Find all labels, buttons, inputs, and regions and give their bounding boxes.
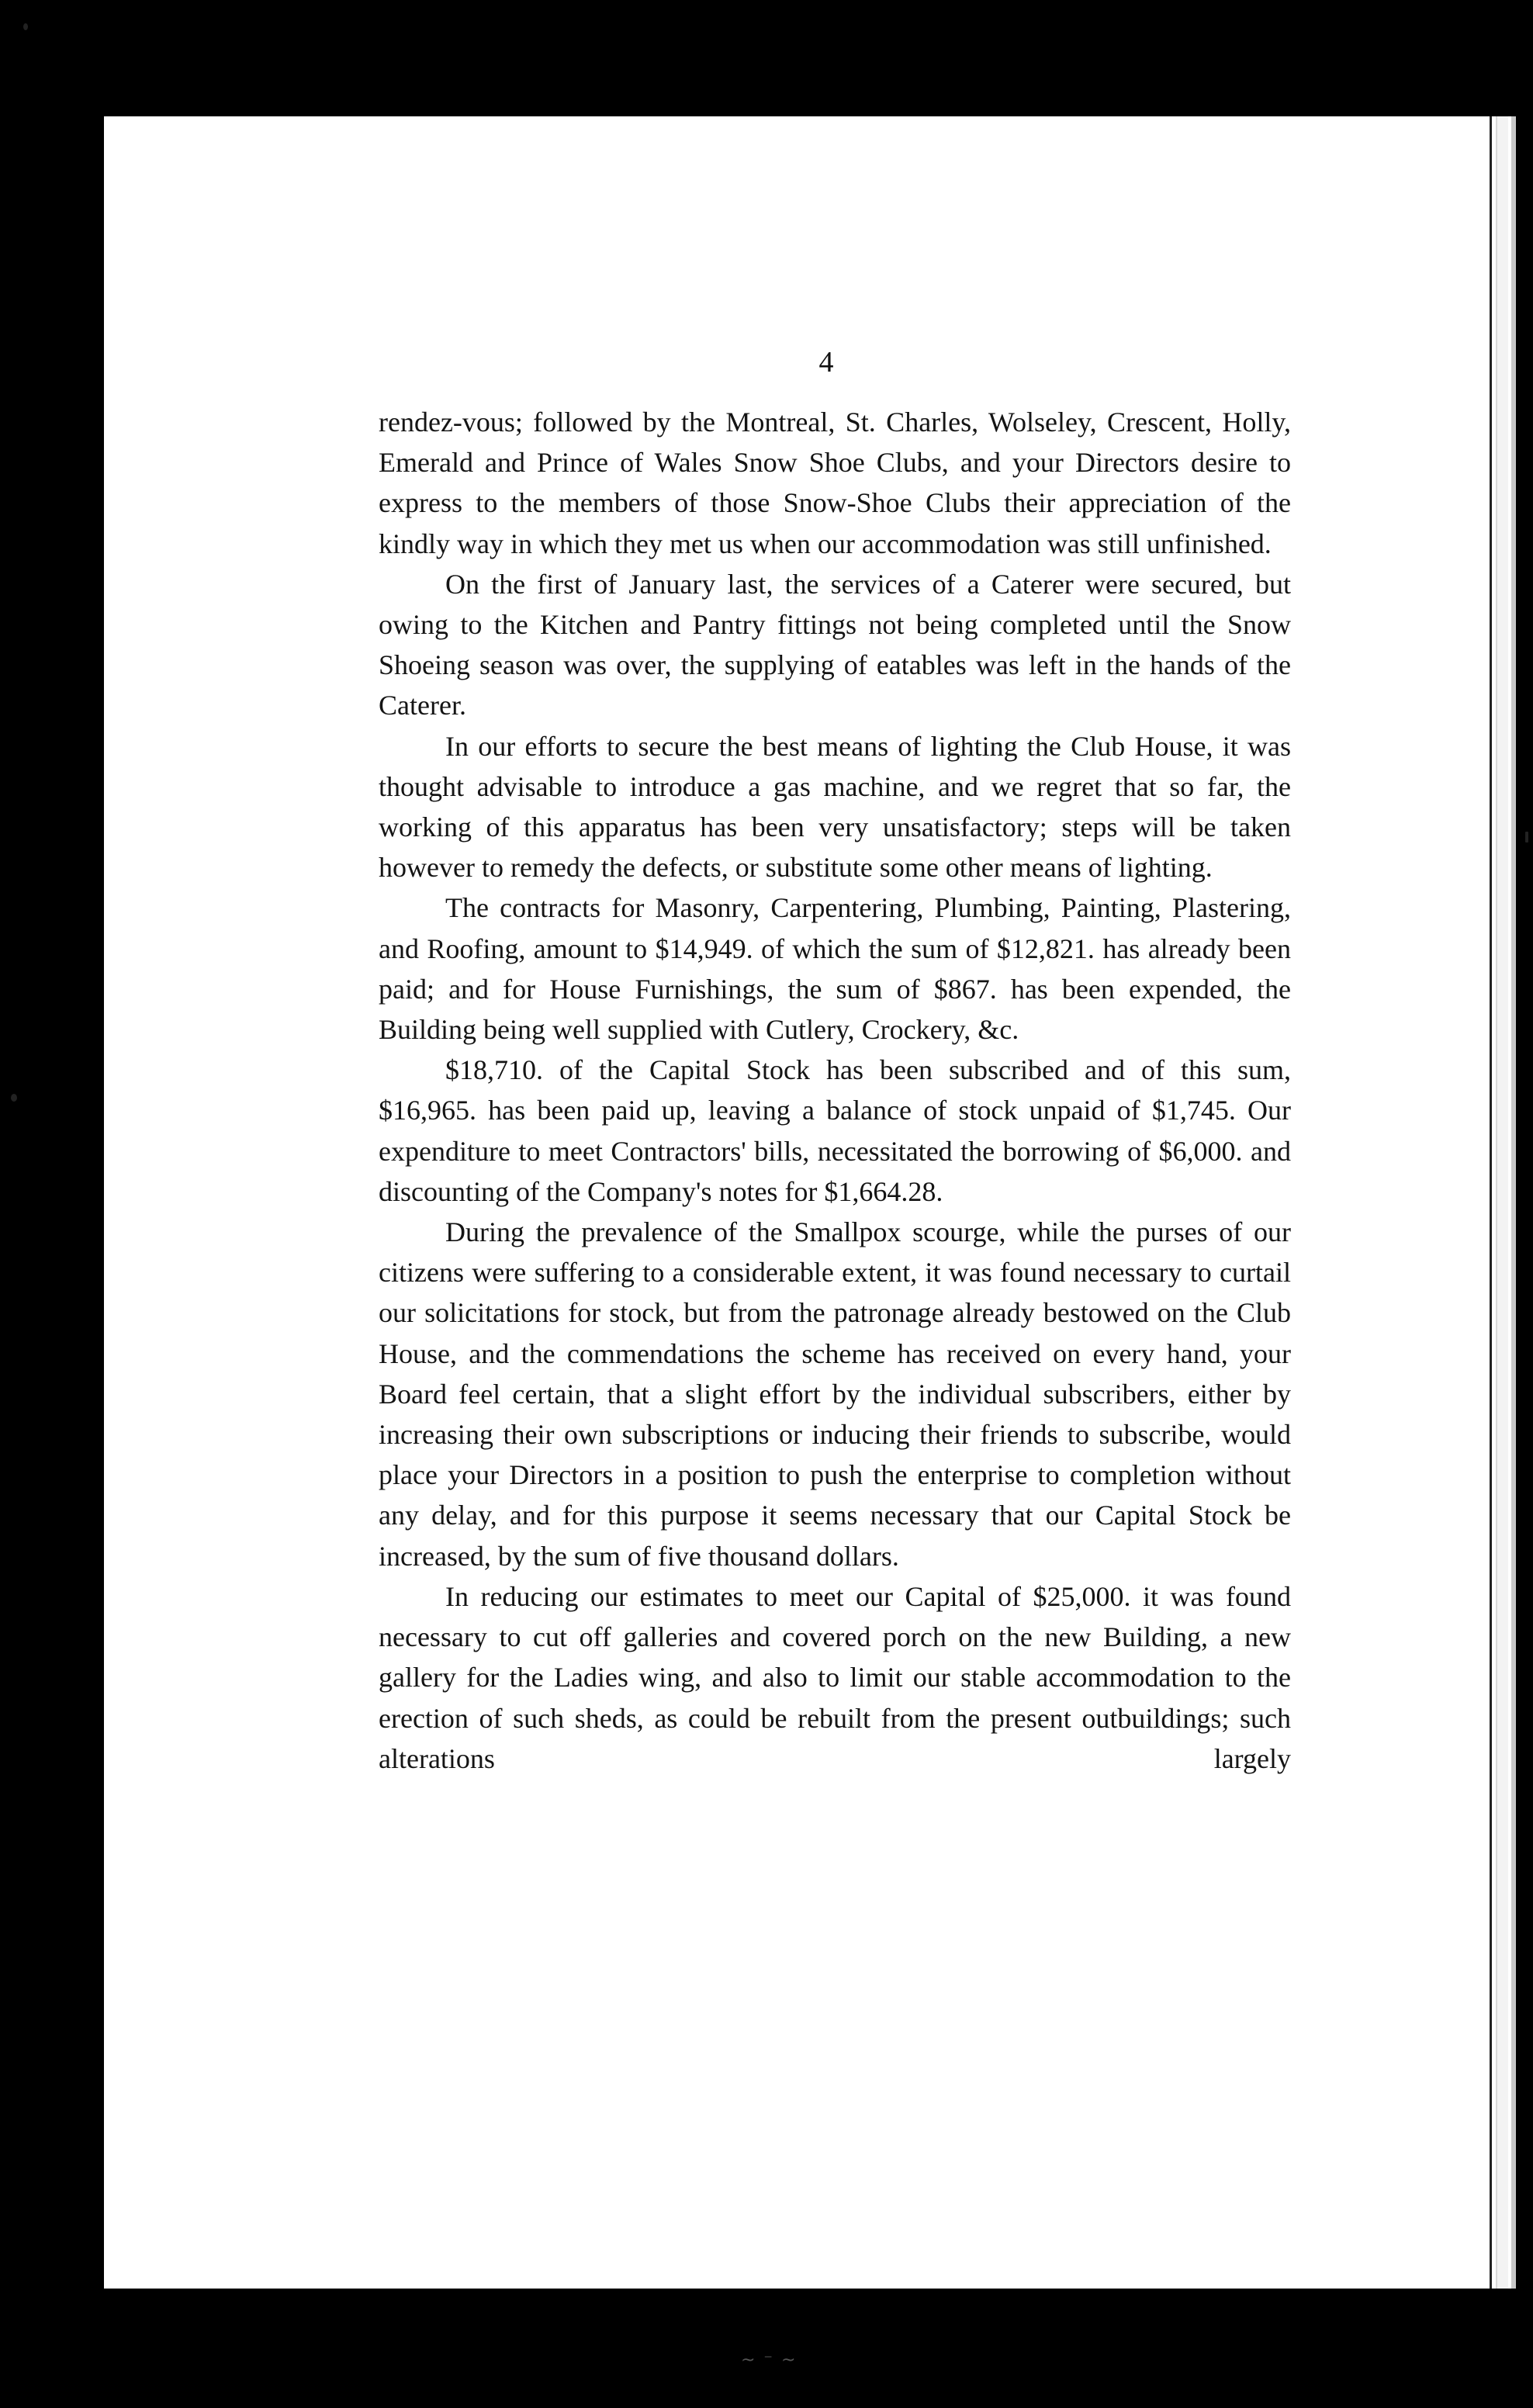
paragraph-3: In our efforts to secure the best means of lighting the Club House, it was thought advisable to introduce a gas machine, and we regret that so far, the working of this apparatus has been very unsatisfactory; steps will be taken however to remedy the defects, or substitute some other means of lighting.	[379, 730, 1291, 884]
body-text	[379, 402, 1291, 1779]
paragraph-5: $18,710. of the Capital Stock has been subscribed and of this sum, $16,965. has been paid up, leaving a balance of stock unpaid of $1,745. Our expenditure to meet Contractors' bills, necessitated the borrowing of $6,000. and discounting of the Company's notes for $1,664.28.	[379, 1054, 1291, 1207]
paragraph-4: The contracts for Masonry, Carpentering, Plumbing, Painting, Plastering, and Roofing, amount to $14,949. of which the sum of $12,821. has already been paid; and for House Furnishings, the sum of $867. has been expended, the Building being well supplied with Cutlery, Crockery, &c.	[379, 892, 1291, 1046]
paragraph-2: On the first of January last, the services of a Caterer were secured, but owing to the Kitchen and Pantry fittings not being completed until the Snow Shoeing season was over, the supplying of eatables was left in the hands of the Caterer.	[379, 568, 1291, 721]
paragraph-7: In reducing our estimates to meet our Capital of $25,000. it was found necessary to cut off galleries and covered porch on the new Building, a new gallery for the Ladies wing, and also to limit our stable accommodation to the erection of such sheds, as could be rebuilt from the present outbuildings; such alterations largely	[379, 1580, 1291, 1774]
paragraph-6: During the prevalence of the Smallpox scourge, while the purses of our citizens were suffering to a considerable extent, it was found necessary to curtail our solicitations for stock, but from the patronage already bestowed on the Club House, and the commendations the scheme has received on every hand, your Board feel certain, that a slight effort by the individual subscribers, either by increasing their own subscriptions or inducing their friends to subscribe, would place your Directors in a position to push the enterprise to completion without any delay, and for this purpose it seems necessary that our Capital Stock be increased, by the sum of five thousand dollars.	[379, 1216, 1291, 1572]
scan-artifact: ~ ⁻ ~	[741, 2351, 798, 2370]
page-binding-edge	[1490, 116, 1492, 2289]
scan-speck	[1525, 832, 1528, 842]
scan-speck	[23, 23, 28, 30]
page-edge	[1496, 116, 1508, 2289]
paragraph-1: rendez-vous; followed by the Montreal, St. Charles, Wolseley, Crescent, Holly, Emerald and Prince of Wales Snow Shoe Clubs, and your Directors desire to express to the members of those Snow-Shoe Clubs their appreciation of the kindly way in which they met us when our accommodation was still unfinished.	[379, 407, 1291, 559]
scan-speck	[11, 1094, 17, 1102]
page-number: 4	[818, 346, 834, 379]
